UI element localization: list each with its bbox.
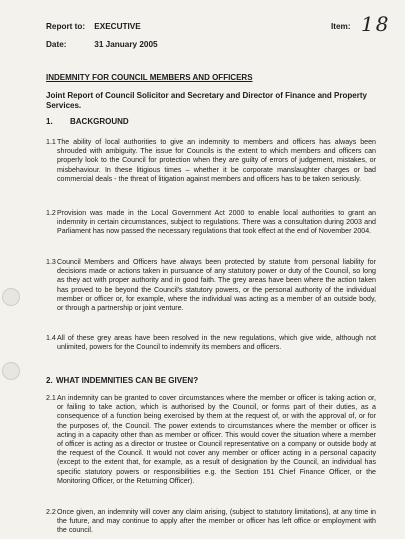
section-2-number: 2. [46,376,53,385]
report-to-label: Report to: [46,22,86,31]
report-to-value: EXECUTIVE [94,22,141,31]
date-label: Date: [46,40,67,49]
punch-hole [2,362,20,380]
paragraph-number: 1.3 [46,258,56,266]
report-to-row [46,22,141,31]
section-1-number: 1. [46,117,53,126]
section-2-heading: WHAT INDEMNITIES CAN BE GIVEN? [56,376,199,385]
item-number: 18 [361,12,391,36]
report-subtitle: Joint Report of Council Solicitor and Secretary and Director of Finance and Property Services. [46,91,367,110]
paragraph-number: 1.4 [46,334,56,342]
paragraph-2-1 [46,394,376,486]
paragraph-1-4 [46,334,376,352]
paragraph-number: 2.2 [46,508,56,516]
paragraph-1-1 [46,138,376,184]
paragraph-number: 2.1 [46,394,56,402]
section-1-heading: BACKGROUND [70,117,129,126]
paragraph-1-3 [46,258,376,313]
punch-hole [2,288,20,306]
paragraph-text: All of these grey areas have been resolved in the new regulations, which give wide, although not unlimited, powers for the Council to indemnify its members and officers. [57,334,376,352]
paragraph-text: The ability of local authorities to give an indemnity to members and officers has always been shrouded with ambiguity. The issue for Councils is the extent to which members and officers can properly look to the Council for protection when they are guilty of errors of judgement, mistakes, or misbehaviour. In these litigious times – whether it be corporate manslaughter charges or bad commercial deals - the threat of litigation against members and officers has to be taken seriously. [57,138,376,183]
paragraph-text: An indemnity can be granted to cover circumstances where the member or officer is taking action or, or failing to take action, which is authorised by the Council, or forms part of their duties, as a consequence of a function being exercised by them at the request of, or with the approval of, or for the purposes of, the Council. The power extends to circumstances where the member or officer is acting in a capacity other than as member or officer. This would cover the situation where a member of officer is acting as a director or trustee or Council representative on a company or outside body at the request of the Council. It would not cover any member or officer acting in a personal capacity (except to the extent that, for example, as a result of designation by the Council, an individual has specific statutory powers or responsibilities e.g. the Section 151 Chief Finance Officer, or the Monitoring Officer, or the Returning Officer). [57,394,376,485]
report-title: INDEMNITY FOR COUNCIL MEMBERS AND OFFICERS [46,73,253,82]
paragraph-text: Provision was made in the Local Government Act 2000 to enable local authorities to grant an indemnity in certain circumstances, subject to regulations. There was a consultation during 2003 and Parliament has now passed the necessary regulations that took effect at the end of November 2004. [57,209,376,236]
paragraph-text: Once given, an indemnity will cover any claim arising, (subject to statutory limitations), at any time in the future, and may continue to apply after the member or officer has left office or employment with the council. [57,508,376,535]
paragraph-1-2 [46,209,376,237]
paragraph-text: Council Members and Officers have always been protected by statute from personal liability for decisions made or actions taken in pursuance of any statutory power or duty of the Council, so long as they act with proper authority and in good faith. The grey areas have been where the action taken has proved to be beyond the Council's statutory powers, or the personal authority of the individual member or officer or, for example, where the individual was acting as a member of an outside body, or through a partnership or joint venture. [57,258,376,313]
date-row [46,40,158,49]
paragraph-number: 1.1 [46,138,56,146]
date-value: 31 January 2005 [94,40,158,49]
item-label: Item: [331,22,351,31]
paragraph-2-2 [46,508,376,536]
paragraph-number: 1.2 [46,209,56,217]
